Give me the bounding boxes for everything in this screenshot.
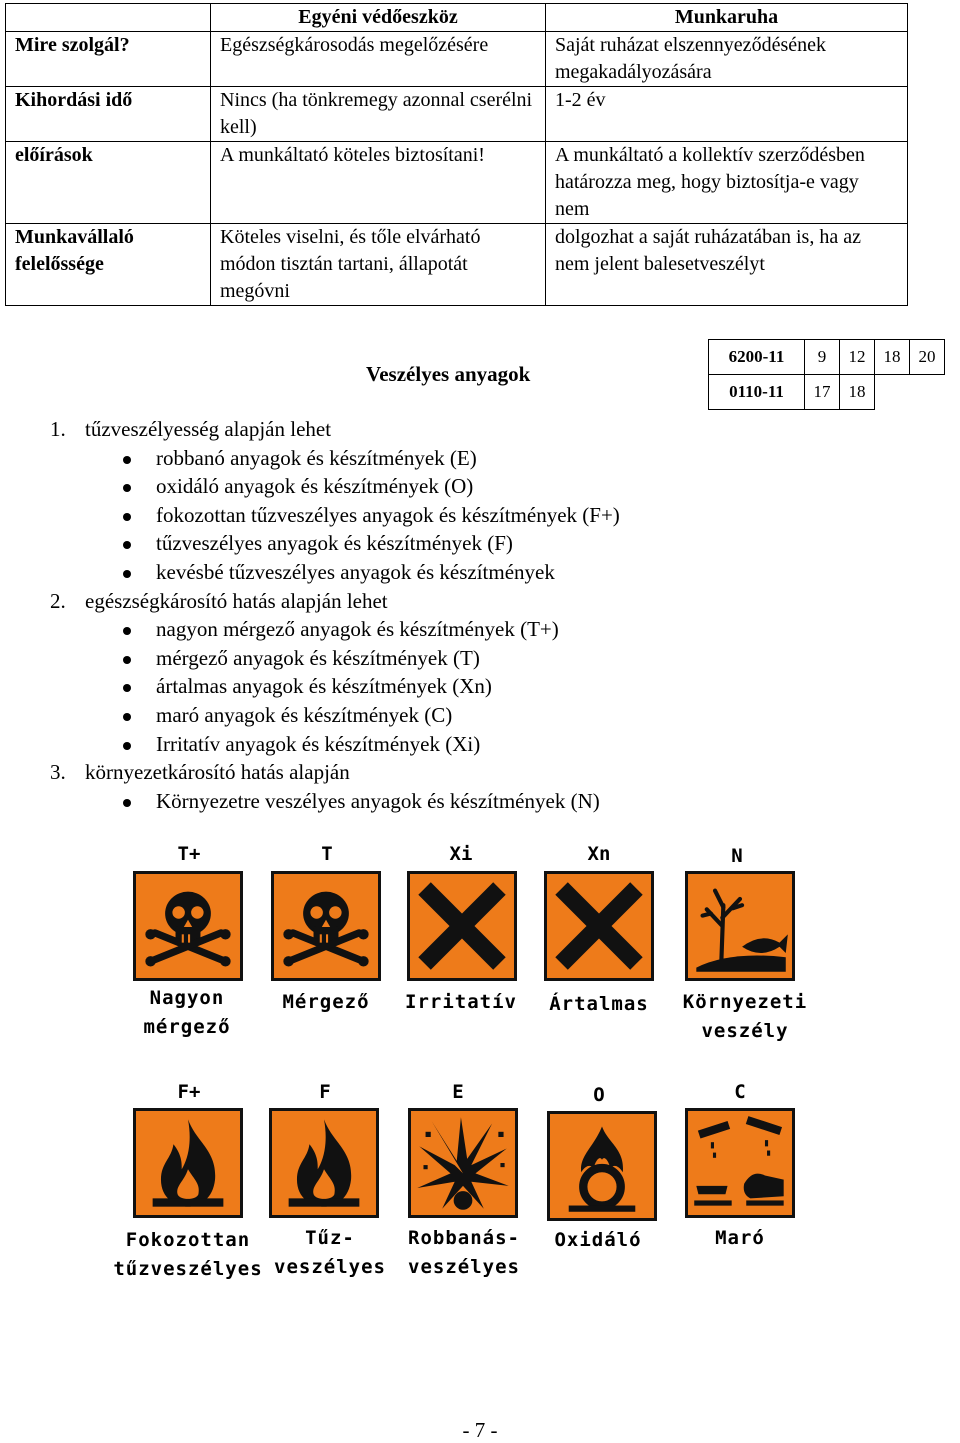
symbol-name-line: mérgező xyxy=(143,1016,231,1038)
page-number: - 7 - xyxy=(462,1418,498,1442)
code-cell: 6200-11 xyxy=(709,340,805,375)
list-item xyxy=(50,558,620,587)
list-item xyxy=(50,615,620,644)
symbol-name xyxy=(98,1226,278,1284)
hazard-category-list xyxy=(50,415,620,815)
code-row xyxy=(709,375,945,410)
symbol-name xyxy=(104,984,270,1042)
list-item xyxy=(50,529,620,558)
category-number: 2. xyxy=(50,588,66,613)
list-item-text: tűzveszélyes anyagok és készítmények (F) xyxy=(156,531,513,556)
flame-icon xyxy=(269,1108,379,1218)
list-item xyxy=(50,730,620,759)
table-row xyxy=(6,142,908,224)
symbol-name-line: Nagyon xyxy=(149,987,225,1009)
corrosion-icon xyxy=(685,1108,795,1218)
symbol-name-line: veszély xyxy=(701,1020,789,1042)
cross-icon xyxy=(544,871,654,981)
category-heading xyxy=(50,415,620,444)
skull-crossbones-icon xyxy=(271,871,381,981)
list-item xyxy=(50,501,620,530)
list-item xyxy=(50,644,620,673)
table-header-workwear: Munkaruha xyxy=(546,4,908,32)
symbol-code: Xn xyxy=(587,843,611,865)
code-number: 12 xyxy=(840,340,875,375)
category-number: 1. xyxy=(50,417,66,441)
list-item xyxy=(50,444,620,473)
category-number: 3. xyxy=(50,760,66,785)
symbol-name-line: Mérgező xyxy=(282,991,370,1013)
list-item xyxy=(50,472,620,501)
list-item-text: oxidáló anyagok és készítmények (O) xyxy=(156,474,474,499)
list-item xyxy=(50,672,620,701)
code-row xyxy=(709,340,945,375)
list-item-text: mérgező anyagok és készítmények (T) xyxy=(156,645,480,670)
category-heading xyxy=(50,587,620,616)
category-title: tűzveszélyesség alapján lehet xyxy=(85,417,332,441)
row-workwear-cell: Saját ruházat elszennyeződésének megakadályozására xyxy=(546,32,908,87)
list-item-text: ártalmas anyagok és készítmények (Xn) xyxy=(156,674,492,699)
symbol-code: F xyxy=(319,1081,331,1103)
row-ppe-cell: Köteles viselni, és tőle elvárható módon tisztán tartani, állapotát megóvni xyxy=(211,224,546,306)
list-item-text: maró anyagok és készítmények (C) xyxy=(156,702,453,727)
symbol-name xyxy=(392,988,530,1017)
row-workwear-cell: dolgozhat a saját ruházatában is, ha az nem jelent balesetveszélyt xyxy=(546,224,908,306)
symbol-name-line: veszélyes xyxy=(408,1256,520,1278)
row-label: Kihordási idő xyxy=(6,87,211,142)
symbol-code: Xi xyxy=(449,843,473,865)
symbol-code: O xyxy=(593,1084,605,1106)
symbol-code: E xyxy=(452,1081,464,1103)
symbol-code: N xyxy=(731,845,743,867)
symbol-code: T xyxy=(321,843,333,865)
category-title: környezetkárosító hatás alapján xyxy=(85,760,350,785)
cross-icon xyxy=(407,871,517,981)
code-cell: 0110-11 xyxy=(709,375,805,410)
explosion-icon xyxy=(408,1108,518,1218)
table-row xyxy=(6,87,908,142)
symbol-code: C xyxy=(734,1081,746,1103)
symbol-name xyxy=(392,1224,536,1282)
list-item-text: nagyon mérgező anyagok és készítmények (T+) xyxy=(156,617,559,642)
section-title: Veszélyes anyagok xyxy=(366,362,531,386)
table-header-ppe: Egyéni védőeszköz xyxy=(211,4,546,32)
table-row xyxy=(6,224,908,306)
row-label: Mire szolgál? xyxy=(6,32,211,87)
code-reference-table xyxy=(708,339,945,410)
symbol-name xyxy=(256,988,396,1017)
list-item-text: Irritatív anyagok és készítmények (Xi) xyxy=(156,731,481,756)
dead-tree-fish-icon xyxy=(685,871,795,981)
list-item xyxy=(50,701,620,730)
symbol-name xyxy=(534,1226,662,1255)
row-ppe-cell: Nincs (ha tönkremegy azonnal cserélni kell) xyxy=(211,87,546,142)
table-header-row xyxy=(6,4,908,32)
table-row xyxy=(6,32,908,87)
row-ppe-cell: A munkáltató köteles biztosítani! xyxy=(211,142,546,224)
row-workwear-cell: A munkáltató a kollektív szerződésben határozza meg, hogy biztosítja-e vagy nem xyxy=(546,142,908,224)
category-title: egészségkárosító hatás alapján lehet xyxy=(85,588,388,613)
code-number: 17 xyxy=(805,375,840,410)
symbol-name-line: Robbanás- xyxy=(408,1227,520,1249)
table-header-empty xyxy=(6,4,211,32)
symbol-name xyxy=(530,990,668,1019)
symbol-name-line: Környezeti xyxy=(682,991,808,1013)
category-heading xyxy=(50,758,620,787)
symbol-name-line: Irritatív xyxy=(405,991,517,1013)
skull-crossbones-icon xyxy=(133,871,243,981)
list-item-text: robbanó anyagok és készítmények (E) xyxy=(156,445,477,470)
row-ppe-cell: Egészségkárosodás megelőzésére xyxy=(211,32,546,87)
symbol-name xyxy=(660,988,830,1046)
list-item xyxy=(50,787,620,816)
code-number: 18 xyxy=(840,375,875,410)
flame-icon xyxy=(133,1108,243,1218)
list-item-text: kevésbé tűzveszélyes anyagok és készítmények xyxy=(156,559,555,584)
code-number: 20 xyxy=(910,340,945,375)
symbol-name-line: Oxidáló xyxy=(554,1229,642,1251)
code-number: 9 xyxy=(805,340,840,375)
symbol-name-line: Maró xyxy=(715,1227,765,1249)
list-item-text: Környezetre veszélyes anyagok és készítmények (N) xyxy=(156,788,600,813)
symbol-code: T+ xyxy=(177,843,201,865)
symbol-code: F+ xyxy=(177,1081,201,1103)
row-workwear-cell: 1-2 év xyxy=(546,87,908,142)
symbol-name-line: veszélyes xyxy=(274,1256,386,1278)
symbol-name-line: Tűz- xyxy=(305,1227,355,1249)
row-label: előírások xyxy=(6,142,211,224)
code-number: 18 xyxy=(875,340,910,375)
row-label: Munkavállaló felelőssége xyxy=(6,224,211,306)
comparison-table xyxy=(5,3,908,306)
symbol-name xyxy=(258,1224,402,1282)
flame-over-circle-icon xyxy=(547,1111,657,1221)
symbol-name-line: Ártalmas xyxy=(549,993,649,1015)
symbol-name-line: Fokozottan xyxy=(125,1229,251,1251)
list-item-text: fokozottan tűzveszélyes anyagok és készítmények (F+) xyxy=(156,502,620,527)
symbol-name xyxy=(680,1224,800,1253)
symbol-name-line: tűzveszélyes xyxy=(113,1258,263,1280)
